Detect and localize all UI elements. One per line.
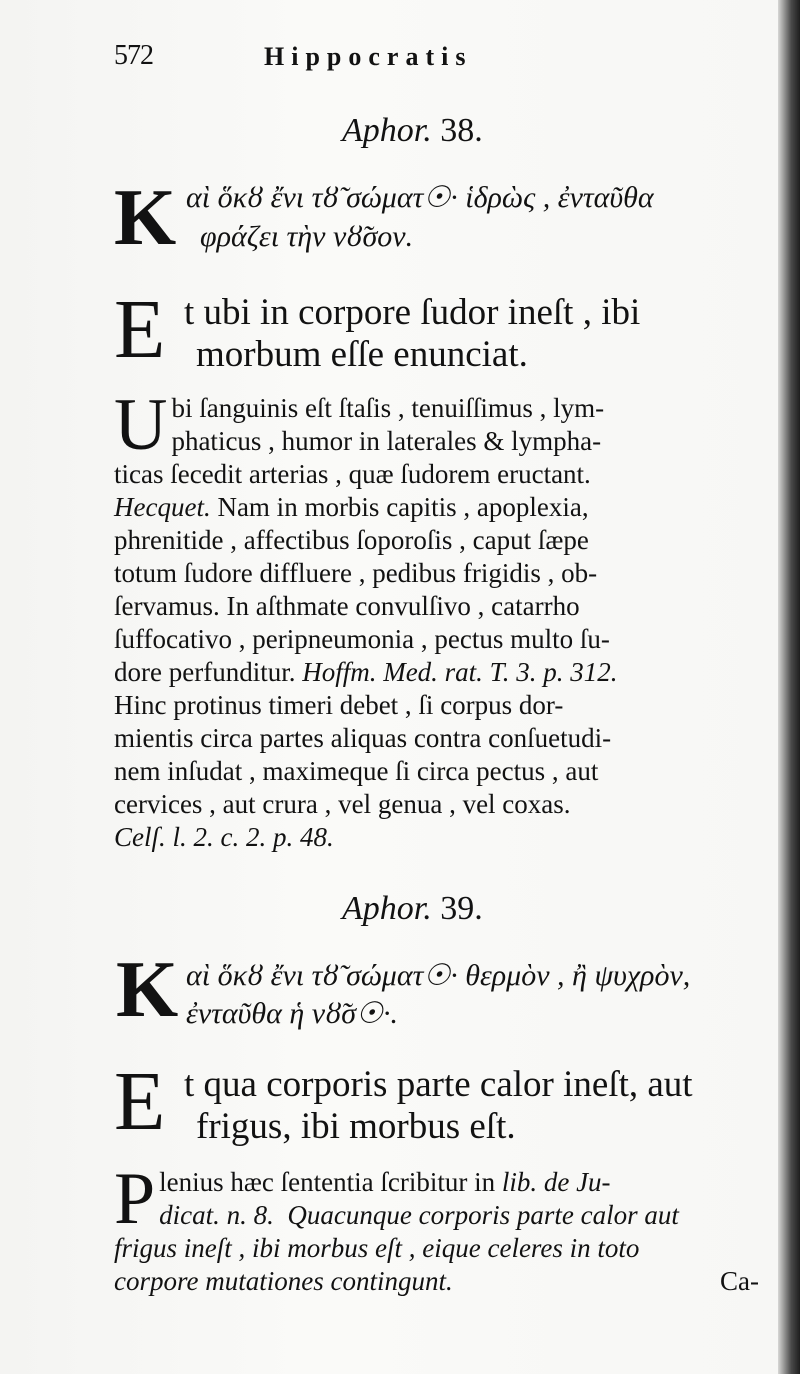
greek-dropcap: K (114, 174, 177, 262)
catchword: Ca- (720, 1266, 759, 1296)
greek-dropcap: K (116, 946, 179, 1034)
aphorism-38-title (342, 112, 483, 150)
greek-text-line: φράζει τὴν νȣ̃σον. (200, 220, 414, 253)
page-number: 572 (114, 40, 153, 71)
commentary-dropcap: P (114, 1158, 156, 1240)
commentary-line: nem inſudat , maximeque ſi circa pectus , aut (114, 756, 599, 786)
page-edge-shadow (778, 0, 800, 1374)
aphorism-title-number: 39. (440, 890, 483, 927)
page-header (114, 36, 634, 82)
greek-text-line: αὶ ὅκȣ ἔνι τȣ̃ σώματ☉· θερμὸν , ἢ ψυχρὸν, (186, 959, 691, 992)
commentary-line: bi ſanguinis eſt ſtaſis , tenuiſſimus , lym- (171, 393, 605, 423)
aphorism-title-prefix: Aphor. (342, 112, 432, 149)
running-head: Hippocratis (264, 42, 473, 71)
latin-text-line: frigus, ibi morbus eſt. (196, 1106, 516, 1147)
greek-text-line: αὶ ὅκȣ ἔνι τȣ̃ σώματ☉· ἱδρὼς , ἐνταῦθα (186, 181, 654, 214)
aphorism-39-title (342, 890, 483, 928)
commentary-line: frigus ineſt , ibi morbus eſt , eique celeres in toto (114, 1233, 640, 1263)
commentary-line: mientis circa partes aliquas contra conſuetudi- (114, 723, 612, 753)
reference-celf: Celſ. l. 2. c. 2. p. 48. (114, 822, 334, 852)
commentary-line: ſervamus. In aſthmate convulſivo , catarrho (114, 591, 580, 621)
latin-text-line: morbum eſſe enunciat. (196, 334, 528, 375)
commentary-line: dore perfunditur. Hoffm. Med. rat. T. 3. p. 312. (114, 657, 618, 687)
commentary-line: totum ſudore diffluere , pedibus frigidis , ob- (114, 558, 598, 588)
commentary-line: ſuffocativo , peripneumonia , pectus multo ſu- (114, 624, 610, 654)
latin-dropcap: E (114, 1055, 166, 1148)
commentary-line: ticas ſecedit arterias , quæ ſudorem eructant. (114, 459, 591, 489)
latin-text-line: t qua corporis parte calor ineſt, aut (184, 1064, 693, 1105)
latin-dropcap: E (114, 283, 166, 376)
greek-text-line: ἐνταῦθα ἡ νȣ̃σ☉·. (186, 997, 398, 1030)
aphorism-title-number: 38. (440, 112, 483, 149)
commentary-line: Hecquet. Nam in morbis capitis , apoplexia, (114, 492, 589, 522)
commentary-line: phrenitide , affectibus ſoporoſis , caput ſæpe (114, 525, 589, 555)
commentary-line: phaticus , humor in laterales & lympha- (171, 426, 602, 456)
commentary-line: corpore mutationes contingunt. (114, 1266, 453, 1296)
aphorism-38-commentary (114, 384, 754, 854)
aphorism-39-commentary (114, 1158, 764, 1298)
aphorism-title-prefix: Aphor. (342, 890, 432, 927)
commentary-line: Hinc protinus timeri debet , ſi corpus dor- (114, 690, 564, 720)
reference-hecquet: Hecquet. (114, 492, 211, 522)
commentary-dropcap: U (114, 384, 168, 466)
commentary-line: lenius hæc ſententia ſcribitur in lib. de Ju- (159, 1167, 611, 1197)
latin-text-line: t ubi in corpore ſudor ineſt , ibi (184, 292, 641, 333)
commentary-line: dicat. n. 8. Quacunque corporis parte calor aut (159, 1200, 679, 1230)
commentary-line: cervices , aut crura , vel genua , vel coxas. (114, 789, 571, 819)
reference-hoffm: Hoffm. Med. rat. T. 3. p. 312. (302, 657, 618, 687)
